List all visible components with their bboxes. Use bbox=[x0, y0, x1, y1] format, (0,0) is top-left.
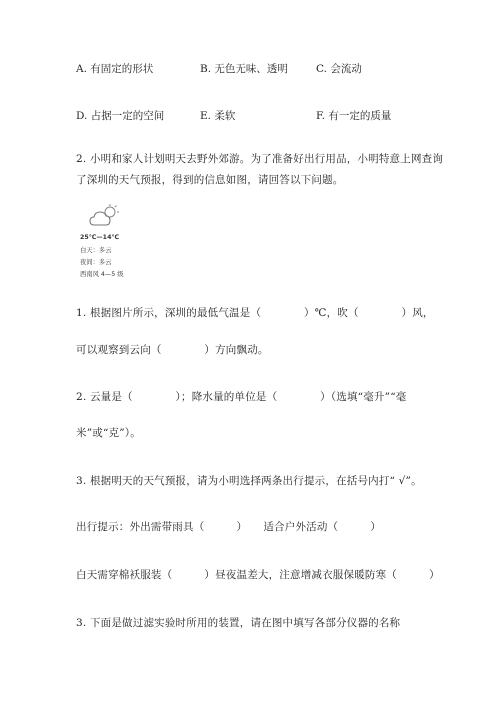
weather-wind: 西南风 4—5 级 bbox=[80, 271, 124, 278]
travel-tip-row-1: 出行提示：外出需带雨具（ ） 适合户外活动（ ） bbox=[76, 521, 382, 533]
question-2-line-1: 2. 小明和家人计划明天去野外郊游。为了准备好出行用品，小明特意上网查询 bbox=[76, 153, 444, 165]
option-d: D. 占据一定的空间 bbox=[76, 110, 165, 122]
sub-question-2-line-2: 米”或“克”）。 bbox=[76, 427, 141, 439]
weather-night: 夜间：多云 bbox=[80, 259, 112, 266]
question-2-line-2: 了深圳的天气预报，得到的信息如图，请回答以下问题。 bbox=[76, 174, 344, 186]
travel-tip-row-2: 白天需穿棉袄服装（ ）昼夜温差大，注意增减衣服保暖防寒（ ） bbox=[76, 569, 440, 581]
option-a: A. 有固定的形状 bbox=[76, 63, 154, 75]
sub-question-1-line-1: 1. 根据图片所示，深圳的最低气温是（ ）℃，吹（ ）风， bbox=[76, 307, 434, 319]
option-e: E. 柔软 bbox=[200, 110, 236, 122]
sub-question-1-line-2: 可以观察到云向（ ）方向飘动。 bbox=[76, 344, 269, 356]
option-b: B. 无色无味、透明 bbox=[200, 63, 288, 75]
option-c: C. 会流动 bbox=[316, 63, 362, 75]
sub-question-2-line-1: 2. 云量是（ ）；降水量的单位是（ ）（选填“毫升”“毫 bbox=[76, 391, 407, 403]
weather-temperature: 25℃—14℃ bbox=[80, 234, 120, 241]
weather-day: 白天：多云 bbox=[80, 247, 112, 254]
weather-forecast-image bbox=[80, 203, 160, 283]
sub-question-3-line-1: 3. 根据明天的天气预报，请为小明选择两条出行提示，在括号内打“ √”。 bbox=[76, 475, 422, 487]
question-3-line-1: 3. 下面是做过滤实验时所用的装置，请在图中填写各部分仪器的名称 bbox=[76, 617, 401, 629]
option-f: F. 有一定的质量 bbox=[316, 110, 392, 122]
cloud-sun-icon bbox=[88, 203, 122, 233]
